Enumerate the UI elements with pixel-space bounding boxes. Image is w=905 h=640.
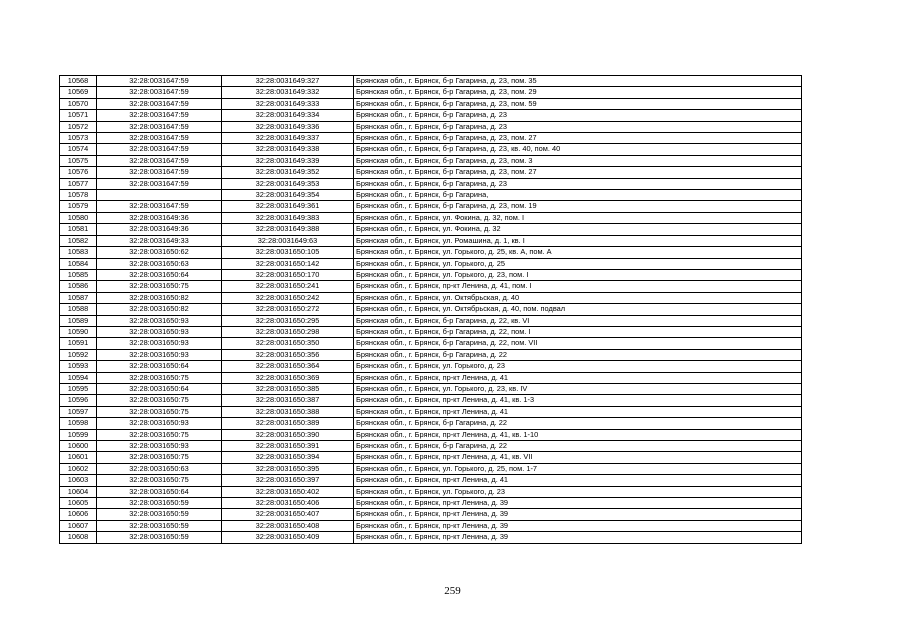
table-row bbox=[60, 121, 802, 132]
quarter-number-cell: 32:28:0031650:93 bbox=[97, 326, 222, 337]
quarter-number-cell: 32:28:0031650:93 bbox=[97, 349, 222, 360]
row-number-cell: 10595 bbox=[60, 383, 97, 394]
cadastral-number-cell: 32:28:0031650:389 bbox=[222, 418, 354, 429]
table-row bbox=[60, 463, 802, 474]
address-cell: Брянская обл., г. Брянск, пр-кт Ленина, д. 39 bbox=[354, 520, 802, 531]
address-cell: Брянская обл., г. Брянск, б-р Гагарина, д. 22 bbox=[354, 349, 802, 360]
cadastral-number-cell: 32:28:0031649:383 bbox=[222, 212, 354, 223]
quarter-number-cell: 32:28:0031647:59 bbox=[97, 121, 222, 132]
table-row bbox=[60, 167, 802, 178]
quarter-number-cell: 32:28:0031647:59 bbox=[97, 155, 222, 166]
quarter-number-cell: 32:28:0031650:59 bbox=[97, 520, 222, 531]
cadastral-number-cell: 32:28:0031650:388 bbox=[222, 406, 354, 417]
table-row bbox=[60, 452, 802, 463]
cadastral-number-cell: 32:28:0031650:395 bbox=[222, 463, 354, 474]
address-cell: Брянская обл., г. Брянск, ул. Горького, д. 25, пом. 1-7 bbox=[354, 463, 802, 474]
table-row bbox=[60, 406, 802, 417]
table-row bbox=[60, 520, 802, 531]
row-number-cell: 10590 bbox=[60, 326, 97, 337]
cadastral-number-cell: 32:28:0031650:402 bbox=[222, 486, 354, 497]
row-number-cell: 10594 bbox=[60, 372, 97, 383]
table-row bbox=[60, 383, 802, 394]
quarter-number-cell: 32:28:0031650:93 bbox=[97, 418, 222, 429]
address-cell: Брянская обл., г. Брянск, б-р Гагарина, д. 22, пом. I bbox=[354, 326, 802, 337]
row-number-cell: 10601 bbox=[60, 452, 97, 463]
table-row bbox=[60, 190, 802, 201]
address-cell: Брянская обл., г. Брянск, б-р Гагарина, д. 23, кв. 40, пом. 40 bbox=[354, 144, 802, 155]
address-cell: Брянская обл., г. Брянск, б-р Гагарина, д. 23, пом. 27 bbox=[354, 167, 802, 178]
quarter-number-cell bbox=[97, 190, 222, 201]
row-number-cell: 10585 bbox=[60, 269, 97, 280]
address-cell: Брянская обл., г. Брянск, б-р Гагарина, д. 23, пом. 59 bbox=[354, 98, 802, 109]
cadastral-number-cell: 32:28:0031650:241 bbox=[222, 281, 354, 292]
table-row bbox=[60, 235, 802, 246]
table-row bbox=[60, 486, 802, 497]
cadastral-number-cell: 32:28:0031650:394 bbox=[222, 452, 354, 463]
row-number-cell: 10599 bbox=[60, 429, 97, 440]
address-cell: Брянская обл., г. Брянск, б-р Гагарина, д. 22 bbox=[354, 441, 802, 452]
address-cell: Брянская обл., г. Брянск, б-р Гагарина, bbox=[354, 190, 802, 201]
cadastral-number-cell: 32:28:0031649:361 bbox=[222, 201, 354, 212]
page-number: 259 bbox=[444, 585, 461, 597]
quarter-number-cell: 32:28:0031647:59 bbox=[97, 144, 222, 155]
address-cell: Брянская обл., г. Брянск, пр-кт Ленина, д. 41 bbox=[354, 475, 802, 486]
cadastral-number-cell: 32:28:0031649:353 bbox=[222, 178, 354, 189]
table-row bbox=[60, 155, 802, 166]
row-number-cell: 10591 bbox=[60, 338, 97, 349]
row-number-cell: 10583 bbox=[60, 247, 97, 258]
quarter-number-cell: 32:28:0031650:75 bbox=[97, 452, 222, 463]
cadastral-number-cell: 32:28:0031649:337 bbox=[222, 133, 354, 144]
address-cell: Брянская обл., г. Брянск, б-р Гагарина, д. 23, пом. 27 bbox=[354, 133, 802, 144]
address-cell: Брянская обл., г. Брянск, пр-кт Ленина, д. 41, кв. VII bbox=[354, 452, 802, 463]
address-cell: Брянская обл., г. Брянск, б-р Гагарина, д. 22 bbox=[354, 418, 802, 429]
row-number-cell: 10573 bbox=[60, 133, 97, 144]
row-number-cell: 10602 bbox=[60, 463, 97, 474]
address-cell: Брянская обл., г. Брянск, ул. Горького, д. 25, кв. А, пом. А bbox=[354, 247, 802, 258]
quarter-number-cell: 32:28:0031650:64 bbox=[97, 383, 222, 394]
table-row bbox=[60, 532, 802, 543]
address-cell: Брянская обл., г. Брянск, ул. Горького, д. 23, пом. I bbox=[354, 269, 802, 280]
row-number-cell: 10569 bbox=[60, 87, 97, 98]
address-cell: Брянская обл., г. Брянск, б-р Гагарина, д. 23 bbox=[354, 178, 802, 189]
row-number-cell: 10572 bbox=[60, 121, 97, 132]
cadastral-number-cell: 32:28:0031649:334 bbox=[222, 110, 354, 121]
table-row bbox=[60, 509, 802, 520]
address-cell: Брянская обл., г. Брянск, б-р Гагарина, д. 23 bbox=[354, 121, 802, 132]
table-row bbox=[60, 292, 802, 303]
address-cell: Брянская обл., г. Брянск, ул. Горького, д. 23, кв. IV bbox=[354, 383, 802, 394]
registry-table-body bbox=[60, 76, 802, 544]
table-row bbox=[60, 133, 802, 144]
table-row bbox=[60, 247, 802, 258]
quarter-number-cell: 32:28:0031650:59 bbox=[97, 498, 222, 509]
row-number-cell: 10600 bbox=[60, 441, 97, 452]
cadastral-number-cell: 32:28:0031650:407 bbox=[222, 509, 354, 520]
quarter-number-cell: 32:28:0031650:93 bbox=[97, 441, 222, 452]
address-cell: Брянская обл., г. Брянск, пр-кт Ленина, д. 41, пом. I bbox=[354, 281, 802, 292]
row-number-cell: 10581 bbox=[60, 224, 97, 235]
quarter-number-cell: 32:28:0031649:36 bbox=[97, 212, 222, 223]
table-row bbox=[60, 212, 802, 223]
cadastral-number-cell: 32:28:0031650:142 bbox=[222, 258, 354, 269]
quarter-number-cell: 32:28:0031647:59 bbox=[97, 178, 222, 189]
cadastral-number-cell: 32:28:0031649:333 bbox=[222, 98, 354, 109]
address-cell: Брянская обл., г. Брянск, пр-кт Ленина, д. 41, кв. 1-3 bbox=[354, 395, 802, 406]
quarter-number-cell: 32:28:0031650:93 bbox=[97, 338, 222, 349]
cadastral-number-cell: 32:28:0031649:336 bbox=[222, 121, 354, 132]
row-number-cell: 10586 bbox=[60, 281, 97, 292]
quarter-number-cell: 32:28:0031650:63 bbox=[97, 258, 222, 269]
address-cell: Брянская обл., г. Брянск, ул. Горького, д. 23 bbox=[354, 486, 802, 497]
cadastral-number-cell: 32:28:0031649:339 bbox=[222, 155, 354, 166]
row-number-cell: 10570 bbox=[60, 98, 97, 109]
registry-table bbox=[59, 75, 802, 544]
row-number-cell: 10571 bbox=[60, 110, 97, 121]
quarter-number-cell: 32:28:0031650:82 bbox=[97, 292, 222, 303]
table-row bbox=[60, 258, 802, 269]
table-row bbox=[60, 338, 802, 349]
row-number-cell: 10578 bbox=[60, 190, 97, 201]
row-number-cell: 10582 bbox=[60, 235, 97, 246]
quarter-number-cell: 32:28:0031650:63 bbox=[97, 463, 222, 474]
table-row bbox=[60, 76, 802, 87]
address-cell: Брянская обл., г. Брянск, б-р Гагарина, д. 23, пом. 3 bbox=[354, 155, 802, 166]
table-row bbox=[60, 429, 802, 440]
cadastral-number-cell: 32:28:0031650:272 bbox=[222, 304, 354, 315]
quarter-number-cell: 32:28:0031647:59 bbox=[97, 133, 222, 144]
quarter-number-cell: 32:28:0031650:75 bbox=[97, 281, 222, 292]
row-number-cell: 10579 bbox=[60, 201, 97, 212]
row-number-cell: 10568 bbox=[60, 76, 97, 87]
quarter-number-cell: 32:28:0031649:36 bbox=[97, 224, 222, 235]
row-number-cell: 10596 bbox=[60, 395, 97, 406]
cadastral-number-cell: 32:28:0031649:388 bbox=[222, 224, 354, 235]
row-number-cell: 10577 bbox=[60, 178, 97, 189]
row-number-cell: 10606 bbox=[60, 509, 97, 520]
cadastral-number-cell: 32:28:0031650:408 bbox=[222, 520, 354, 531]
quarter-number-cell: 32:28:0031647:59 bbox=[97, 98, 222, 109]
table-row bbox=[60, 441, 802, 452]
quarter-number-cell: 32:28:0031650:75 bbox=[97, 395, 222, 406]
quarter-number-cell: 32:28:0031650:59 bbox=[97, 509, 222, 520]
cadastral-number-cell: 32:28:0031650:295 bbox=[222, 315, 354, 326]
row-number-cell: 10592 bbox=[60, 349, 97, 360]
row-number-cell: 10575 bbox=[60, 155, 97, 166]
cadastral-number-cell: 32:28:0031650:397 bbox=[222, 475, 354, 486]
cadastral-number-cell: 32:28:0031649:338 bbox=[222, 144, 354, 155]
cadastral-number-cell: 32:28:0031650:390 bbox=[222, 429, 354, 440]
cadastral-number-cell: 32:28:0031650:170 bbox=[222, 269, 354, 280]
cadastral-number-cell: 32:28:0031649:354 bbox=[222, 190, 354, 201]
cadastral-number-cell: 32:28:0031650:350 bbox=[222, 338, 354, 349]
cadastral-number-cell: 32:28:0031650:385 bbox=[222, 383, 354, 394]
row-number-cell: 10604 bbox=[60, 486, 97, 497]
address-cell: Брянская обл., г. Брянск, ул. Октябрьская, д. 40, пом. подвал bbox=[354, 304, 802, 315]
address-cell: Брянская обл., г. Брянск, пр-кт Ленина, д. 39 bbox=[354, 498, 802, 509]
cadastral-number-cell: 32:28:0031649:327 bbox=[222, 76, 354, 87]
table-row bbox=[60, 87, 802, 98]
row-number-cell: 10593 bbox=[60, 361, 97, 372]
row-number-cell: 10608 bbox=[60, 532, 97, 543]
address-cell: Брянская обл., г. Брянск, пр-кт Ленина, д. 41 bbox=[354, 406, 802, 417]
quarter-number-cell: 32:28:0031647:59 bbox=[97, 167, 222, 178]
address-cell: Брянская обл., г. Брянск, б-р Гагарина, д. 23, пом. 35 bbox=[354, 76, 802, 87]
table-row bbox=[60, 395, 802, 406]
row-number-cell: 10587 bbox=[60, 292, 97, 303]
quarter-number-cell: 32:28:0031650:75 bbox=[97, 406, 222, 417]
cadastral-number-cell: 32:28:0031650:364 bbox=[222, 361, 354, 372]
table-row bbox=[60, 224, 802, 235]
quarter-number-cell: 32:28:0031650:64 bbox=[97, 486, 222, 497]
row-number-cell: 10589 bbox=[60, 315, 97, 326]
row-number-cell: 10574 bbox=[60, 144, 97, 155]
quarter-number-cell: 32:28:0031647:59 bbox=[97, 201, 222, 212]
cadastral-number-cell: 32:28:0031650:409 bbox=[222, 532, 354, 543]
quarter-number-cell: 32:28:0031650:64 bbox=[97, 361, 222, 372]
quarter-number-cell: 32:28:0031650:75 bbox=[97, 372, 222, 383]
quarter-number-cell: 32:28:0031650:75 bbox=[97, 475, 222, 486]
cadastral-number-cell: 32:28:0031649:352 bbox=[222, 167, 354, 178]
quarter-number-cell: 32:28:0031650:82 bbox=[97, 304, 222, 315]
quarter-number-cell: 32:28:0031650:93 bbox=[97, 315, 222, 326]
table-row bbox=[60, 178, 802, 189]
table-row bbox=[60, 98, 802, 109]
row-number-cell: 10597 bbox=[60, 406, 97, 417]
row-number-cell: 10588 bbox=[60, 304, 97, 315]
address-cell: Брянская обл., г. Брянск, ул. Октябрьская, д. 40 bbox=[354, 292, 802, 303]
quarter-number-cell: 32:28:0031647:59 bbox=[97, 76, 222, 87]
table-row bbox=[60, 498, 802, 509]
quarter-number-cell: 32:28:0031649:33 bbox=[97, 235, 222, 246]
cadastral-number-cell: 32:28:0031650:406 bbox=[222, 498, 354, 509]
table-row bbox=[60, 201, 802, 212]
row-number-cell: 10580 bbox=[60, 212, 97, 223]
table-row bbox=[60, 349, 802, 360]
table-row bbox=[60, 110, 802, 121]
quarter-number-cell: 32:28:0031650:59 bbox=[97, 532, 222, 543]
table-row bbox=[60, 372, 802, 383]
address-cell: Брянская обл., г. Брянск, б-р Гагарина, д. 22, кв. VI bbox=[354, 315, 802, 326]
row-number-cell: 10607 bbox=[60, 520, 97, 531]
row-number-cell: 10603 bbox=[60, 475, 97, 486]
table-row bbox=[60, 144, 802, 155]
quarter-number-cell: 32:28:0031650:75 bbox=[97, 429, 222, 440]
address-cell: Брянская обл., г. Брянск, пр-кт Ленина, д. 39 bbox=[354, 532, 802, 543]
cadastral-number-cell: 32:28:0031650:391 bbox=[222, 441, 354, 452]
cadastral-number-cell: 32:28:0031649:63 bbox=[222, 235, 354, 246]
row-number-cell: 10584 bbox=[60, 258, 97, 269]
row-number-cell: 10605 bbox=[60, 498, 97, 509]
cadastral-number-cell: 32:28:0031650:369 bbox=[222, 372, 354, 383]
address-cell: Брянская обл., г. Брянск, ул. Фокина, д. 32 bbox=[354, 224, 802, 235]
table-row bbox=[60, 281, 802, 292]
address-cell: Брянская обл., г. Брянск, пр-кт Ленина, д. 41 bbox=[354, 372, 802, 383]
cadastral-number-cell: 32:28:0031650:105 bbox=[222, 247, 354, 258]
quarter-number-cell: 32:28:0031647:59 bbox=[97, 110, 222, 121]
address-cell: Брянская обл., г. Брянск, пр-кт Ленина, д. 41, кв. 1-10 bbox=[354, 429, 802, 440]
table-row bbox=[60, 304, 802, 315]
address-cell: Брянская обл., г. Брянск, б-р Гагарина, д. 23 bbox=[354, 110, 802, 121]
table-row bbox=[60, 418, 802, 429]
cadastral-number-cell: 32:28:0031650:356 bbox=[222, 349, 354, 360]
table-row bbox=[60, 315, 802, 326]
address-cell: Брянская обл., г. Брянск, б-р Гагарина, д. 23, пом. 29 bbox=[354, 87, 802, 98]
cadastral-number-cell: 32:28:0031650:298 bbox=[222, 326, 354, 337]
cadastral-number-cell: 32:28:0031650:387 bbox=[222, 395, 354, 406]
table-row bbox=[60, 361, 802, 372]
row-number-cell: 10598 bbox=[60, 418, 97, 429]
quarter-number-cell: 32:28:0031647:59 bbox=[97, 87, 222, 98]
cadastral-number-cell: 32:28:0031650:242 bbox=[222, 292, 354, 303]
address-cell: Брянская обл., г. Брянск, б-р Гагарина, д. 22, пом. VII bbox=[354, 338, 802, 349]
address-cell: Брянская обл., г. Брянск, б-р Гагарина, д. 23, пом. 19 bbox=[354, 201, 802, 212]
cadastral-number-cell: 32:28:0031649:332 bbox=[222, 87, 354, 98]
row-number-cell: 10576 bbox=[60, 167, 97, 178]
address-cell: Брянская обл., г. Брянск, ул. Ромашина, д. 1, кв. I bbox=[354, 235, 802, 246]
address-cell: Брянская обл., г. Брянск, ул. Горького, д. 25 bbox=[354, 258, 802, 269]
address-cell: Брянская обл., г. Брянск, ул. Фокина, д. 32, пом. I bbox=[354, 212, 802, 223]
quarter-number-cell: 32:28:0031650:64 bbox=[97, 269, 222, 280]
quarter-number-cell: 32:28:0031650:62 bbox=[97, 247, 222, 258]
table-row bbox=[60, 326, 802, 337]
table-row bbox=[60, 475, 802, 486]
address-cell: Брянская обл., г. Брянск, ул. Горького, д. 23 bbox=[354, 361, 802, 372]
table-row bbox=[60, 269, 802, 280]
address-cell: Брянская обл., г. Брянск, пр-кт Ленина, д. 39 bbox=[354, 509, 802, 520]
